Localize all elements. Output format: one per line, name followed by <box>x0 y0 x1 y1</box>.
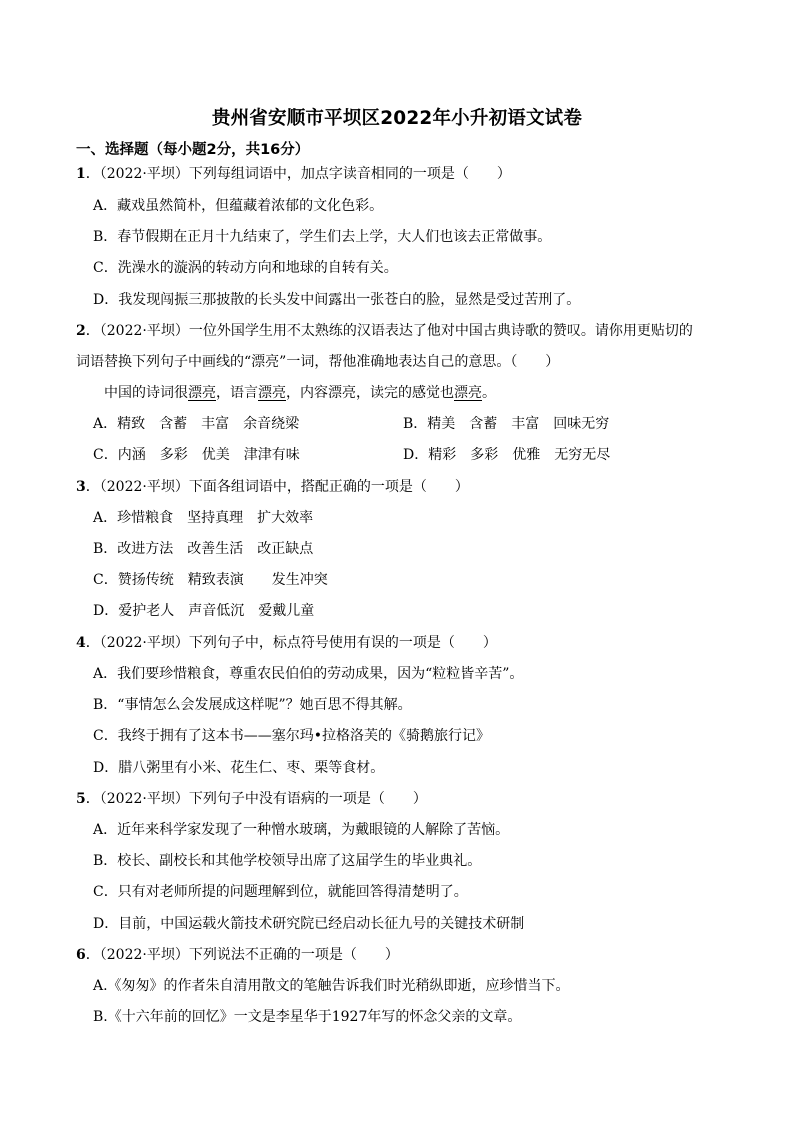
question-3-option-d: D．爱护老人 声音低沉 爱戴儿童 <box>93 603 315 619</box>
question-5-option-a: A．近年来科学家发现了一种憎水玻璃，为戴眼镜的人解除了苦恼。 <box>93 822 510 838</box>
question-2-sentence <box>104 383 496 403</box>
question-number: 6 <box>76 947 86 963</box>
question-1-option-c: C．洗澡水的漩涡的转动方向和地球的自转有关。 <box>93 260 398 276</box>
question-1-stem <box>76 164 511 184</box>
question-5-option-c: C．只有对老师所提的问题理解到位，就能回答得清楚明了。 <box>93 884 468 900</box>
question-text: ．（2022·平坝）下列句子中没有语病的一项是（ ） <box>85 791 427 807</box>
question-6-option-a: A.《匆匆》的作者朱自清用散文的笔触告诉我们时光稍纵即逝，应珍惜当下。 <box>93 978 570 994</box>
question-3-option-b: B．改进方法 改善生活 改正缺点 <box>93 541 314 557</box>
question-1-option-a: A．藏戏虽然简朴，但蕴藏着浓郁的文化色彩。 <box>93 198 384 214</box>
question-2-stem <box>76 321 693 341</box>
question-4-stem <box>76 633 497 653</box>
question-2-option-a: A．精致 含蓄 丰富 余音绕梁 <box>93 416 300 432</box>
question-number: 2 <box>76 323 86 339</box>
question-text: ．（2022·平坝）一位外国学生用不太熟练的汉语表达了他对中国古典诗歌的赞叹。请你用更贴切的 <box>85 323 693 339</box>
question-text: ．（2022·平坝）下列每组词语中，加点字读音相同的一项是（ ） <box>85 166 511 182</box>
exam-title: 贵州省安顺市平坝区2022年小升初语文试卷 <box>211 108 583 129</box>
question-text: ．（2022·平坝）下列句子中，标点符号使用有误的一项是（ ） <box>85 635 497 651</box>
question-2-option-d: D．精彩 多彩 优雅 无穷无尽 <box>403 447 611 463</box>
question-5-option-b: B．校长、副校长和其他学校领导出席了这届学生的毕业典礼。 <box>93 853 482 869</box>
question-number: 4 <box>76 635 86 651</box>
question-4-option-b: B．“事情怎么会发展成这样呢”？她百思不得其解。 <box>93 697 412 713</box>
question-4-option-c: C．我终于拥有了这本书——塞尔玛•拉格洛芙的《骑鹅旅行记》 <box>93 728 490 744</box>
question-number: 5 <box>76 791 86 807</box>
question-text: ．（2022·平坝）下面各组词语中，搭配正确的一项是（ ） <box>85 479 469 495</box>
underlined-word: 漂亮 <box>258 385 286 401</box>
question-2-stem-continued: 词语替换下列句子中画线的“漂亮”一词，帮他准确地表达自己的意思。（ ） <box>76 354 560 370</box>
question-6-option-b: B.《十六年前的回忆》一文是李星华于1927年写的怀念父亲的文章。 <box>93 1009 522 1025</box>
sentence-text: ，语言 <box>216 385 258 401</box>
question-1-option-d: D．我发现闯振三那披散的长头发中间露出一张苍白的脸，显然是受过苦刑了。 <box>93 292 581 308</box>
sentence-text: 。 <box>482 385 496 401</box>
question-number: 1 <box>76 166 86 182</box>
question-6-stem <box>76 945 399 965</box>
underlined-word: 漂亮 <box>454 385 482 401</box>
sentence-text: ，内容漂亮，读完的感觉也 <box>286 385 454 401</box>
question-4-option-d: D．腊八粥里有小米、花生仁、枣、栗等食材。 <box>93 760 385 776</box>
question-1-option-b: B．春节假期在正月十九结束了，学生们去上学，大人们也该去正常做事。 <box>93 229 552 245</box>
question-2-option-c: C．内涵 多彩 优美 津津有味 <box>93 447 300 463</box>
question-text: ．（2022·平坝）下列说法不正确的一项是（ ） <box>85 947 399 963</box>
question-number: 3 <box>76 479 86 495</box>
question-4-option-a: A．我们要珍惜粮食，尊重农民伯伯的劳动成果，因为“粒粒皆辛苦”。 <box>93 666 524 682</box>
question-3-stem <box>76 477 469 497</box>
question-5-stem <box>76 789 427 809</box>
underlined-word: 漂亮 <box>188 385 216 401</box>
question-2-option-b: B．精美 含蓄 丰富 回味无穷 <box>403 416 610 432</box>
question-5-option-d: D．目前，中国运载火箭技术研究院已经启动长征九号的关键技术研制 <box>93 916 525 932</box>
question-3-option-a: A．珍惜粮食 坚持真理 扩大效率 <box>93 510 314 526</box>
section-heading: 一、选择题（每小题2分，共16分） <box>76 142 310 158</box>
sentence-text: 中国的诗词很 <box>104 385 188 401</box>
question-3-option-c: C．赞扬传统 精致表演 发生冲突 <box>93 572 328 588</box>
